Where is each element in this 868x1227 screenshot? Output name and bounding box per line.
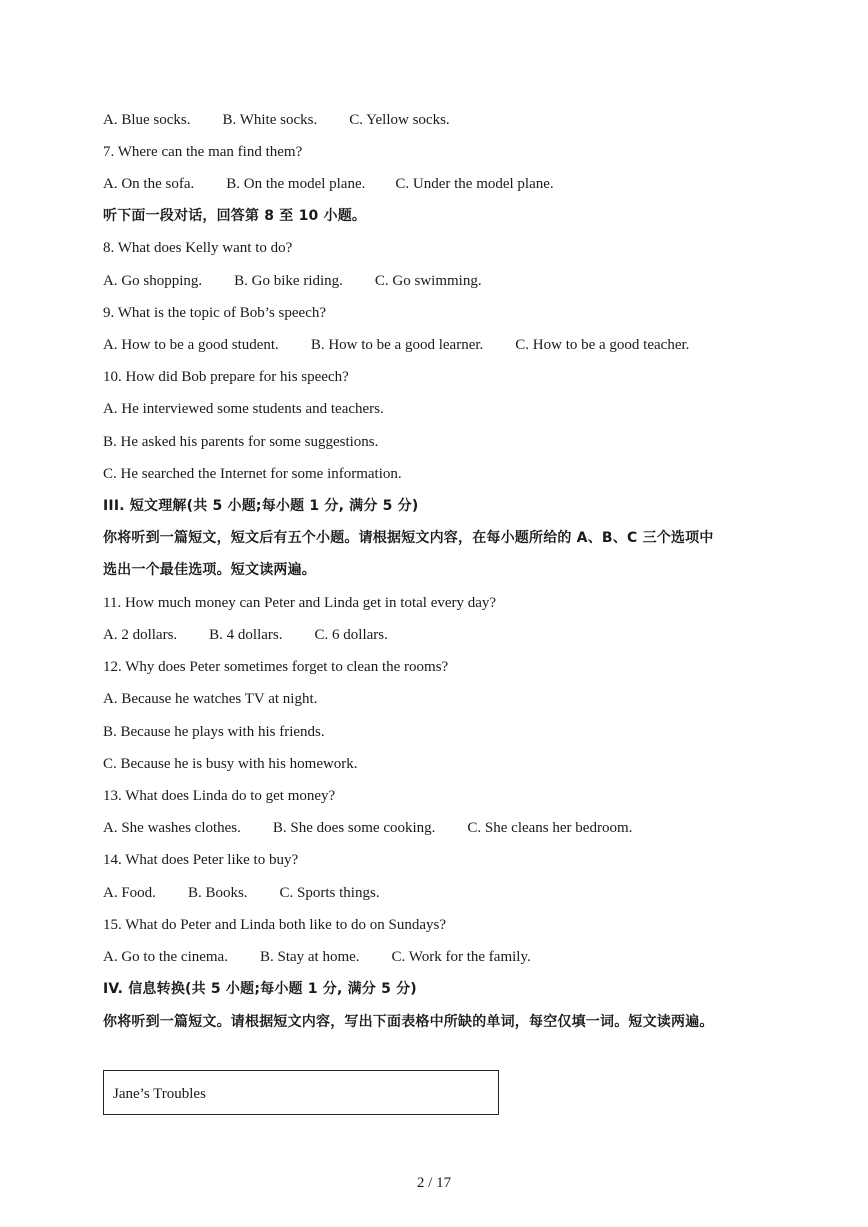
option-b: B. Books.: [187, 885, 248, 901]
option-b: B. 4 dollars.: [209, 627, 283, 643]
q6-options: [103, 110, 450, 130]
option-a: A. Blue socks.: [103, 112, 191, 128]
option-b: B. Go bike riding.: [234, 273, 343, 289]
question-9: 9. What is the topic of Bob’s speech?: [103, 305, 327, 321]
table-title: Jane’s Troubles: [113, 1086, 206, 1102]
q12-option-c: C. Because he is busy with his homework.: [103, 756, 358, 772]
section-3-instruction-line-2: 选出一个最佳选项。短文读两遍。: [103, 562, 316, 578]
q13-options: [103, 818, 632, 838]
q14-options: [103, 883, 380, 903]
section-4-instruction: 你将听到一篇短文。请根据短文内容，写出下面表格中所缺的单词，每空仅填一词。短文读两遍。: [103, 1014, 714, 1030]
question-8: 8. What does Kelly want to do?: [103, 240, 293, 256]
option-c: C. Under the model plane.: [395, 176, 554, 192]
dialog-instruction: 听下面一段对话，回答第 8 至 10 小题。: [103, 208, 367, 224]
option-a: A. Food.: [103, 885, 156, 901]
option-c: C. She cleans her bedroom.: [467, 820, 633, 836]
question-15: 15. What do Peter and Linda both like to do on Sundays?: [103, 917, 447, 933]
option-a: A. 2 dollars.: [103, 627, 178, 643]
question-12: 12. Why does Peter sometimes forget to clean the rooms?: [103, 659, 449, 675]
option-a: A. On the sofa.: [103, 176, 195, 192]
question-10: 10. How did Bob prepare for his speech?: [103, 369, 349, 385]
q12-option-b: B. Because he plays with his friends.: [103, 724, 325, 740]
q12-option-a: A. Because he watches TV at night.: [103, 691, 318, 707]
q10-option-b: B. He asked his parents for some suggestions.: [103, 434, 379, 450]
info-table: [103, 1070, 499, 1115]
option-c: C. 6 dollars.: [314, 627, 388, 643]
question-14: 14. What does Peter like to buy?: [103, 852, 299, 868]
option-c: C. Work for the family.: [391, 949, 531, 965]
option-a: A. Go shopping.: [103, 273, 203, 289]
option-a: A. She washes clothes.: [103, 820, 241, 836]
section-3-heading: III. 短文理解(共 5 小题;每小题 1 分, 满分 5 分): [103, 498, 419, 514]
option-b: B. Stay at home.: [259, 949, 360, 965]
q11-options: [103, 625, 388, 645]
option-b: B. On the model plane.: [226, 176, 366, 192]
q15-options: [103, 947, 531, 967]
option-c: C. How to be a good teacher.: [515, 337, 690, 353]
option-a: A. How to be a good student.: [103, 337, 279, 353]
option-c: C. Yellow socks.: [349, 112, 450, 128]
option-b: B. How to be a good learner.: [310, 337, 484, 353]
option-c: C. Sports things.: [279, 885, 380, 901]
question-7: 7. Where can the man find them?: [103, 144, 303, 160]
q10-option-a: A. He interviewed some students and teachers.: [103, 401, 384, 417]
option-a: A. Go to the cinema.: [103, 949, 228, 965]
q10-option-c: C. He searched the Internet for some information.: [103, 466, 402, 482]
option-b: B. She does some cooking.: [272, 820, 436, 836]
option-b: B. White socks.: [222, 112, 318, 128]
q9-options: [103, 335, 689, 355]
page-number: 2 / 17: [416, 1175, 452, 1191]
q8-options: [103, 271, 482, 291]
question-13: 13. What does Linda do to get money?: [103, 788, 336, 804]
section-4-heading: IV. 信息转换(共 5 小题;每小题 1 分, 满分 5 分): [103, 981, 417, 997]
section-3-instruction-line-1: 你将听到一篇短文，短文后有五个小题。请根据短文内容，在每小题所给的 A、B、C 三个选项中: [103, 530, 714, 546]
q7-options: [103, 174, 554, 194]
question-11: 11. How much money can Peter and Linda get in total every day?: [103, 595, 497, 611]
option-c: C. Go swimming.: [374, 273, 482, 289]
